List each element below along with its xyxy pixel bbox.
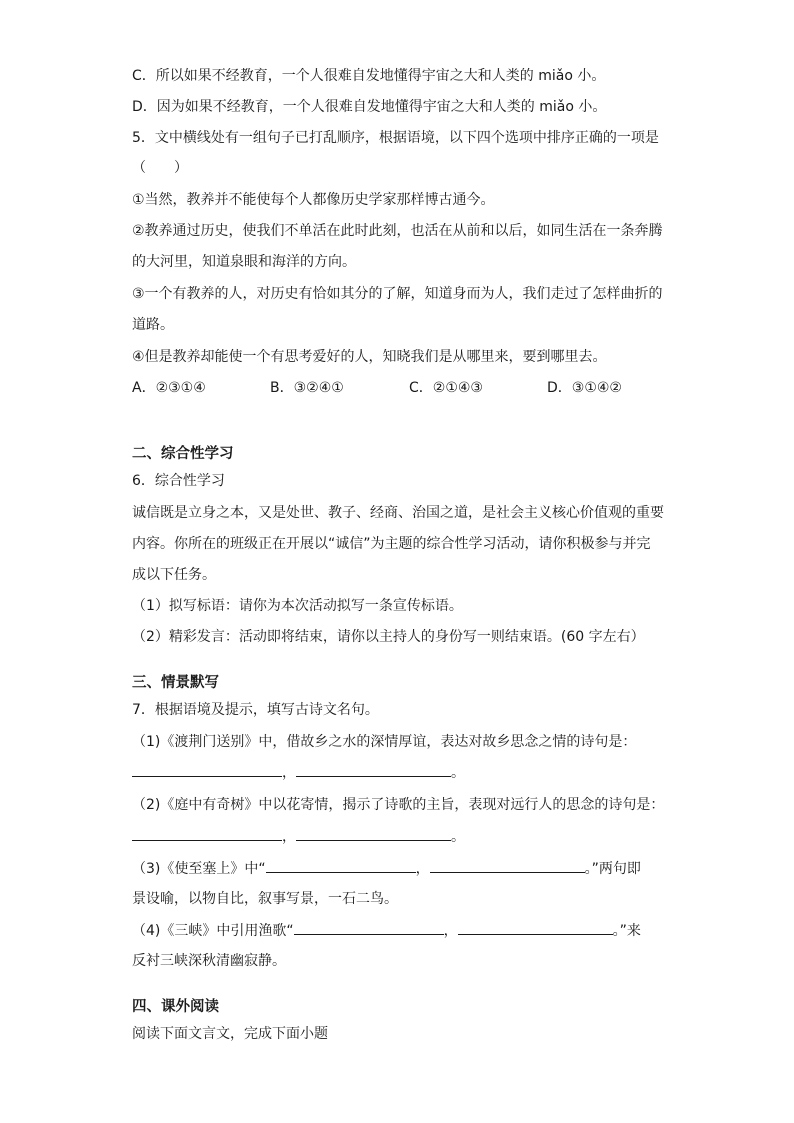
q6-paragraph-1: 诚信既是立身之本，又是处世、教子、经商、治国之道，是社会主义核心价值观的重要 <box>132 505 664 521</box>
section-3-heading: 三、情景默写 <box>132 675 219 691</box>
q7-item-4: （4)《三峡》中引用渔歌“ ， 。”来 <box>132 920 641 941</box>
q5-sentence-2b: 的大河里，知道泉眼和海洋的方向。 <box>132 254 356 270</box>
q5-sentence-3a: ③一个有教养的人，对历史有恰如其分的了解，知道身而为人，我们走过了怎样曲折的 <box>132 286 663 302</box>
q5-sentence-1: ①当然，教养并不能使每个人都像历史学家那样博古通今。 <box>132 192 495 208</box>
blank[interactable] <box>294 920 444 935</box>
section-4-intro: 阅读下面文言文，完成下面小题 <box>132 1026 328 1042</box>
section-2-heading: 二、综合性学习 <box>132 446 234 462</box>
q5-stem: 5．文中横线处有一组句子已打乱顺序，根据语境，以下四个选项中排序正确的一项是 <box>132 130 659 146</box>
section-4-heading: 四、课外阅读 <box>132 999 219 1015</box>
q6-paragraph-2: 内容。你所在的班级正在开展以“诚信”为主题的综合性学习活动，请你积极参与并完 <box>132 536 651 552</box>
blank[interactable] <box>458 920 613 935</box>
blank[interactable] <box>266 858 416 873</box>
q5-option-d: D．③①④② <box>547 380 622 396</box>
q5-sentence-4: ④但是教养却能使一个有思考爱好的人，知晓我们是从哪里来，要到哪里去。 <box>132 349 607 365</box>
blank[interactable] <box>132 762 282 777</box>
q5-option-a: A．②③①④ <box>132 380 206 396</box>
q5-option-c: C．②①④③ <box>409 380 483 396</box>
q6-title: 6．综合性学习 <box>132 473 225 489</box>
q7-item-2-blanks: ， 。 <box>132 826 465 847</box>
q5-answer-paren: （ ） <box>132 160 188 176</box>
blank[interactable] <box>296 762 451 777</box>
blank[interactable] <box>296 826 451 841</box>
q7-item-1: （1)《渡荆门送别》中，借故乡之水的深情厚谊，表达对故乡思念之情的诗句是： <box>132 734 637 750</box>
q6-paragraph-3: 成以下任务。 <box>132 567 216 583</box>
q7-item-3-cont: 景设喻，以物自比，叙事写景，一石二鸟。 <box>132 891 398 907</box>
q7-item-1-blanks: ， 。 <box>132 762 465 783</box>
q6-task-2: （2）精彩发言：活动即将结束，请你以主持人的身份写一则结束语。(60 字左右） <box>132 629 645 645</box>
q7-item-4-cont: 反衬三峡深秋清幽寂静。 <box>132 953 286 969</box>
q6-task-1: （1）拟写标语：请你为本次活动拟写一条宣传标语。 <box>132 598 463 614</box>
q5-sentence-3b: 道路。 <box>132 317 174 333</box>
q7-stem: 7．根据语境及提示，填写古诗文名句。 <box>132 702 379 718</box>
option-d: D．因为如果不经教育，一个人很难自发地懂得宇宙之大和人类的 miǎo 小。 <box>132 99 607 115</box>
q7-item-2: （2)《庭中有奇树》中以花寄情，揭示了诗歌的主旨，表现对远行人的思念的诗句是： <box>132 797 665 813</box>
option-c: C．所以如果不经教育，一个人很难自发地懂得宇宙之大和人类的 miǎo 小。 <box>132 68 606 84</box>
q5-sentence-2a: ②教养通过历史，使我们不单活在此时此刻，也活在从前和以后，如同生活在一条奔腾 <box>132 223 663 239</box>
q7-item-3: （3)《使至塞上》中“ ， 。”两句即 <box>132 858 641 879</box>
blank[interactable] <box>430 858 585 873</box>
blank[interactable] <box>132 826 282 841</box>
q5-option-b: B．③②④① <box>270 380 344 396</box>
